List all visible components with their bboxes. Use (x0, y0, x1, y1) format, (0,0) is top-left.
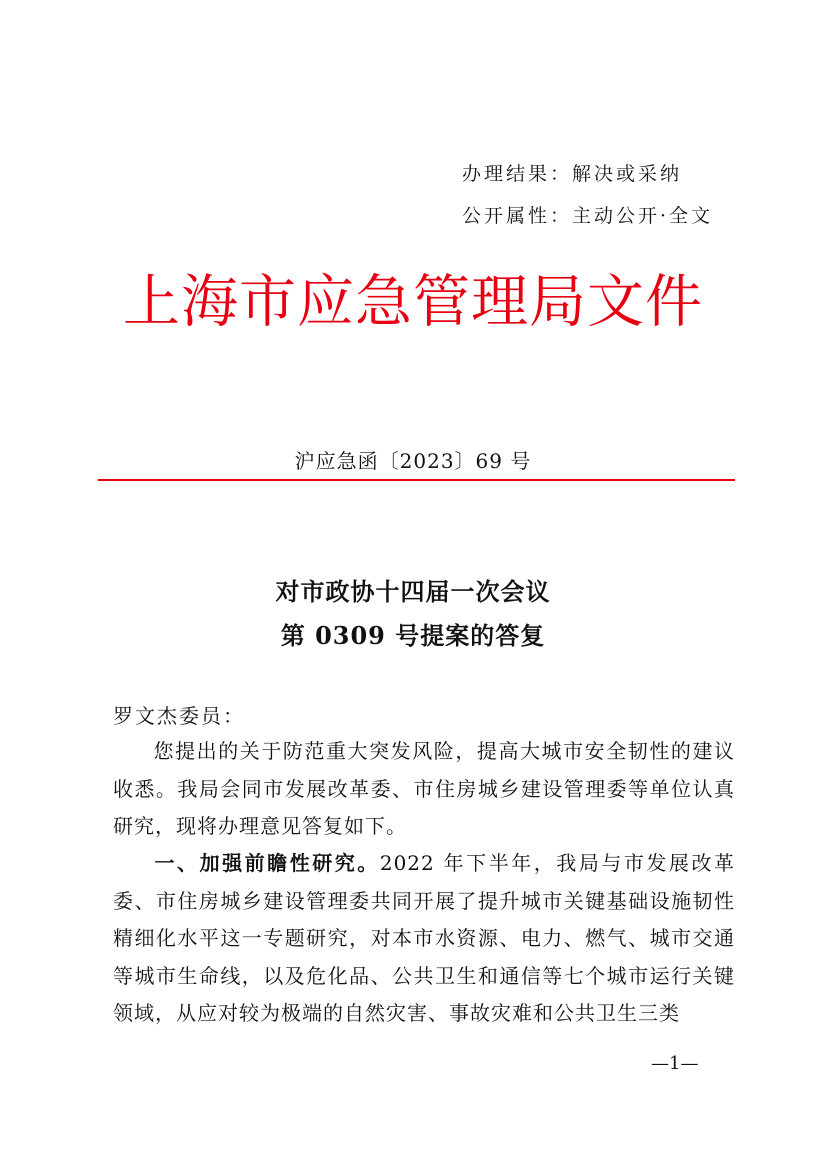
paragraph-intro-text: 您提出的关于防范重大突发风险，提高大城市安全韧性的建议收悉。我局会同市发展改革委、市住房城乡建设管理委等单位认真研究，现将办理意见答复如下。 (113, 739, 735, 838)
reply-title-line-2: 第 0309 号提案的答复 (280, 621, 546, 650)
disclosure-attribute: 公开属性：主动公开·全文 (462, 205, 714, 227)
section-body-text: 2022 年下半年，我局与市发展改革委、市住房城乡建设管理委共同开展了提升城市关键基础设施韧性精细化水平这一专题研究，对本市水资源、电力、燃气、城市交通等城市生命线，以及危化品、公共卫生和通信等七个城市运行关键领域，从应对较为极端的自然灾害、事故灾难和公共卫生三类 (113, 851, 735, 1025)
section-heading: 一、加强前瞻性研究。 (153, 851, 380, 875)
header-divider (98, 479, 735, 481)
document-header-title: 上海市应急管理局文件 (123, 269, 703, 335)
document-number: 沪应急函〔2023〕69 号 (294, 449, 532, 473)
salutation: 罗文杰委员： (113, 704, 245, 728)
handling-result: 办理结果：解决或采纳 (462, 163, 683, 185)
paragraph-intro (113, 733, 735, 846)
page-number: —1— (651, 1053, 699, 1074)
reply-title-line-1: 对市政协十四届一次会议 (275, 577, 551, 606)
paragraph-section-1 (113, 845, 735, 1033)
